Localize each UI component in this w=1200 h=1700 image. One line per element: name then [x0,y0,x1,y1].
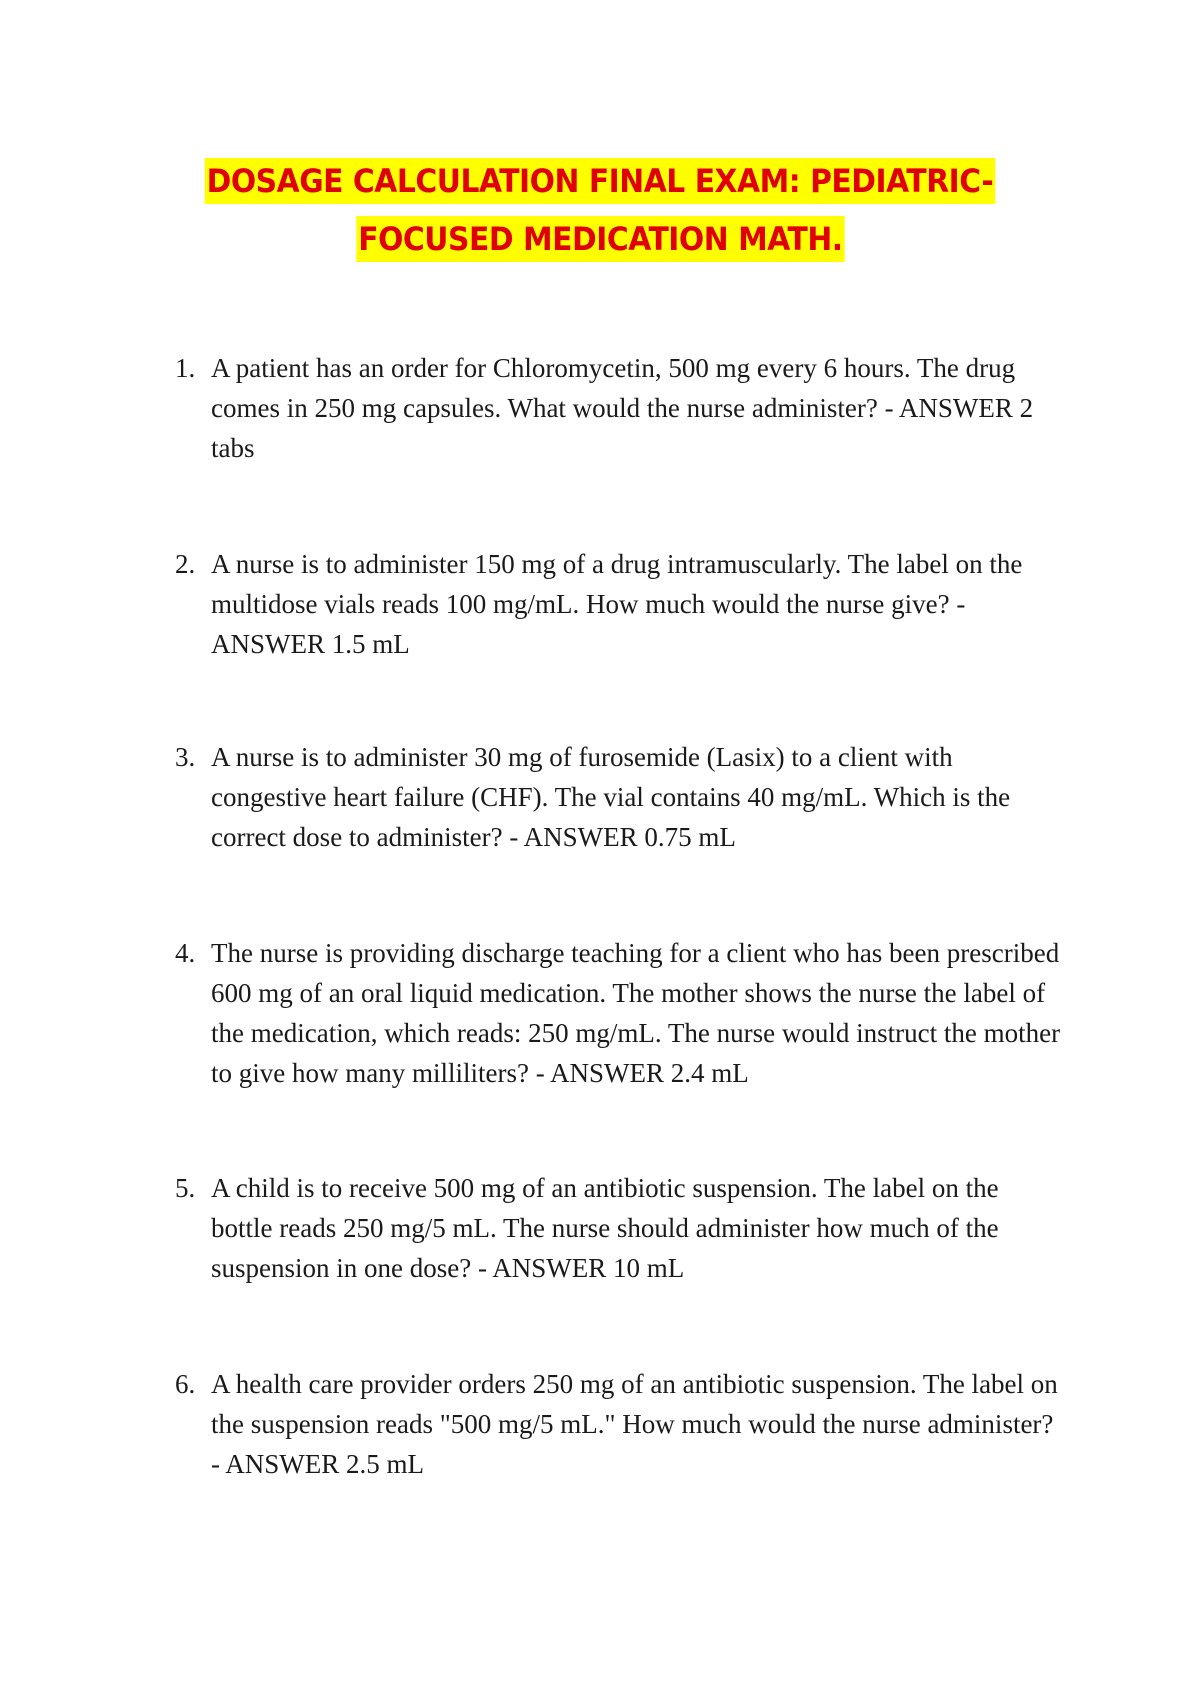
question-text: A patient has an order for Chloromycetin, 500 mg every 6 hours. The drug comes in 250 mg capsules. What would the nurse administer? - ANSWER 2 tabs [211,353,1034,463]
question-item-2 [175,544,1065,664]
question-text: A nurse is to administer 150 mg of a drug intramuscularly. The label on the multidose vials reads 100 mg/mL. How much would the nurse give? - ANSWER 1.5 mL [211,549,1023,659]
document-title [0,158,1200,262]
question-number: 4. [175,938,196,968]
question-text: The nurse is providing discharge teaching for a client who has been prescribed 600 mg of an oral liquid medication. The mother shows the nurse the label of the medication, which reads: 250 mg/mL. The nurse would instruct the mother to give how many milliliters? - ANSWER 2.4 mL [211,938,1061,1088]
question-number: 3. [175,742,196,772]
question-number: 6. [175,1369,196,1399]
question-text: A child is to receive 500 mg of an antibiotic suspension. The label on the bottle reads 250 mg/5 mL. The nurse should administer how much of the suspension in one dose? - ANSWER 10 mL [211,1173,999,1283]
question-number: 5. [175,1173,196,1203]
question-item-1 [175,348,1065,468]
title-line-2: FOCUSED MEDICATION MATH. [356,216,844,262]
question-item-5 [175,1168,1065,1288]
question-text: A health care provider orders 250 mg of an antibiotic suspension. The label on the suspension reads "500 mg/5 mL." How much would the nurse administer? - ANSWER 2.5 mL [211,1369,1058,1479]
question-text: A nurse is to administer 30 mg of furosemide (Lasix) to a client with congestive heart failure (CHF). The vial contains 40 mg/mL. Which is the correct dose to administer? - ANSWER 0.75 mL [211,742,1011,852]
title-line-1: DOSAGE CALCULATION FINAL EXAM: PEDIATRIC- [205,158,995,204]
question-item-6 [175,1364,1065,1484]
question-number: 1. [175,353,196,383]
question-number: 2. [175,549,196,579]
question-item-3 [175,737,1065,857]
question-item-4 [175,933,1065,1093]
